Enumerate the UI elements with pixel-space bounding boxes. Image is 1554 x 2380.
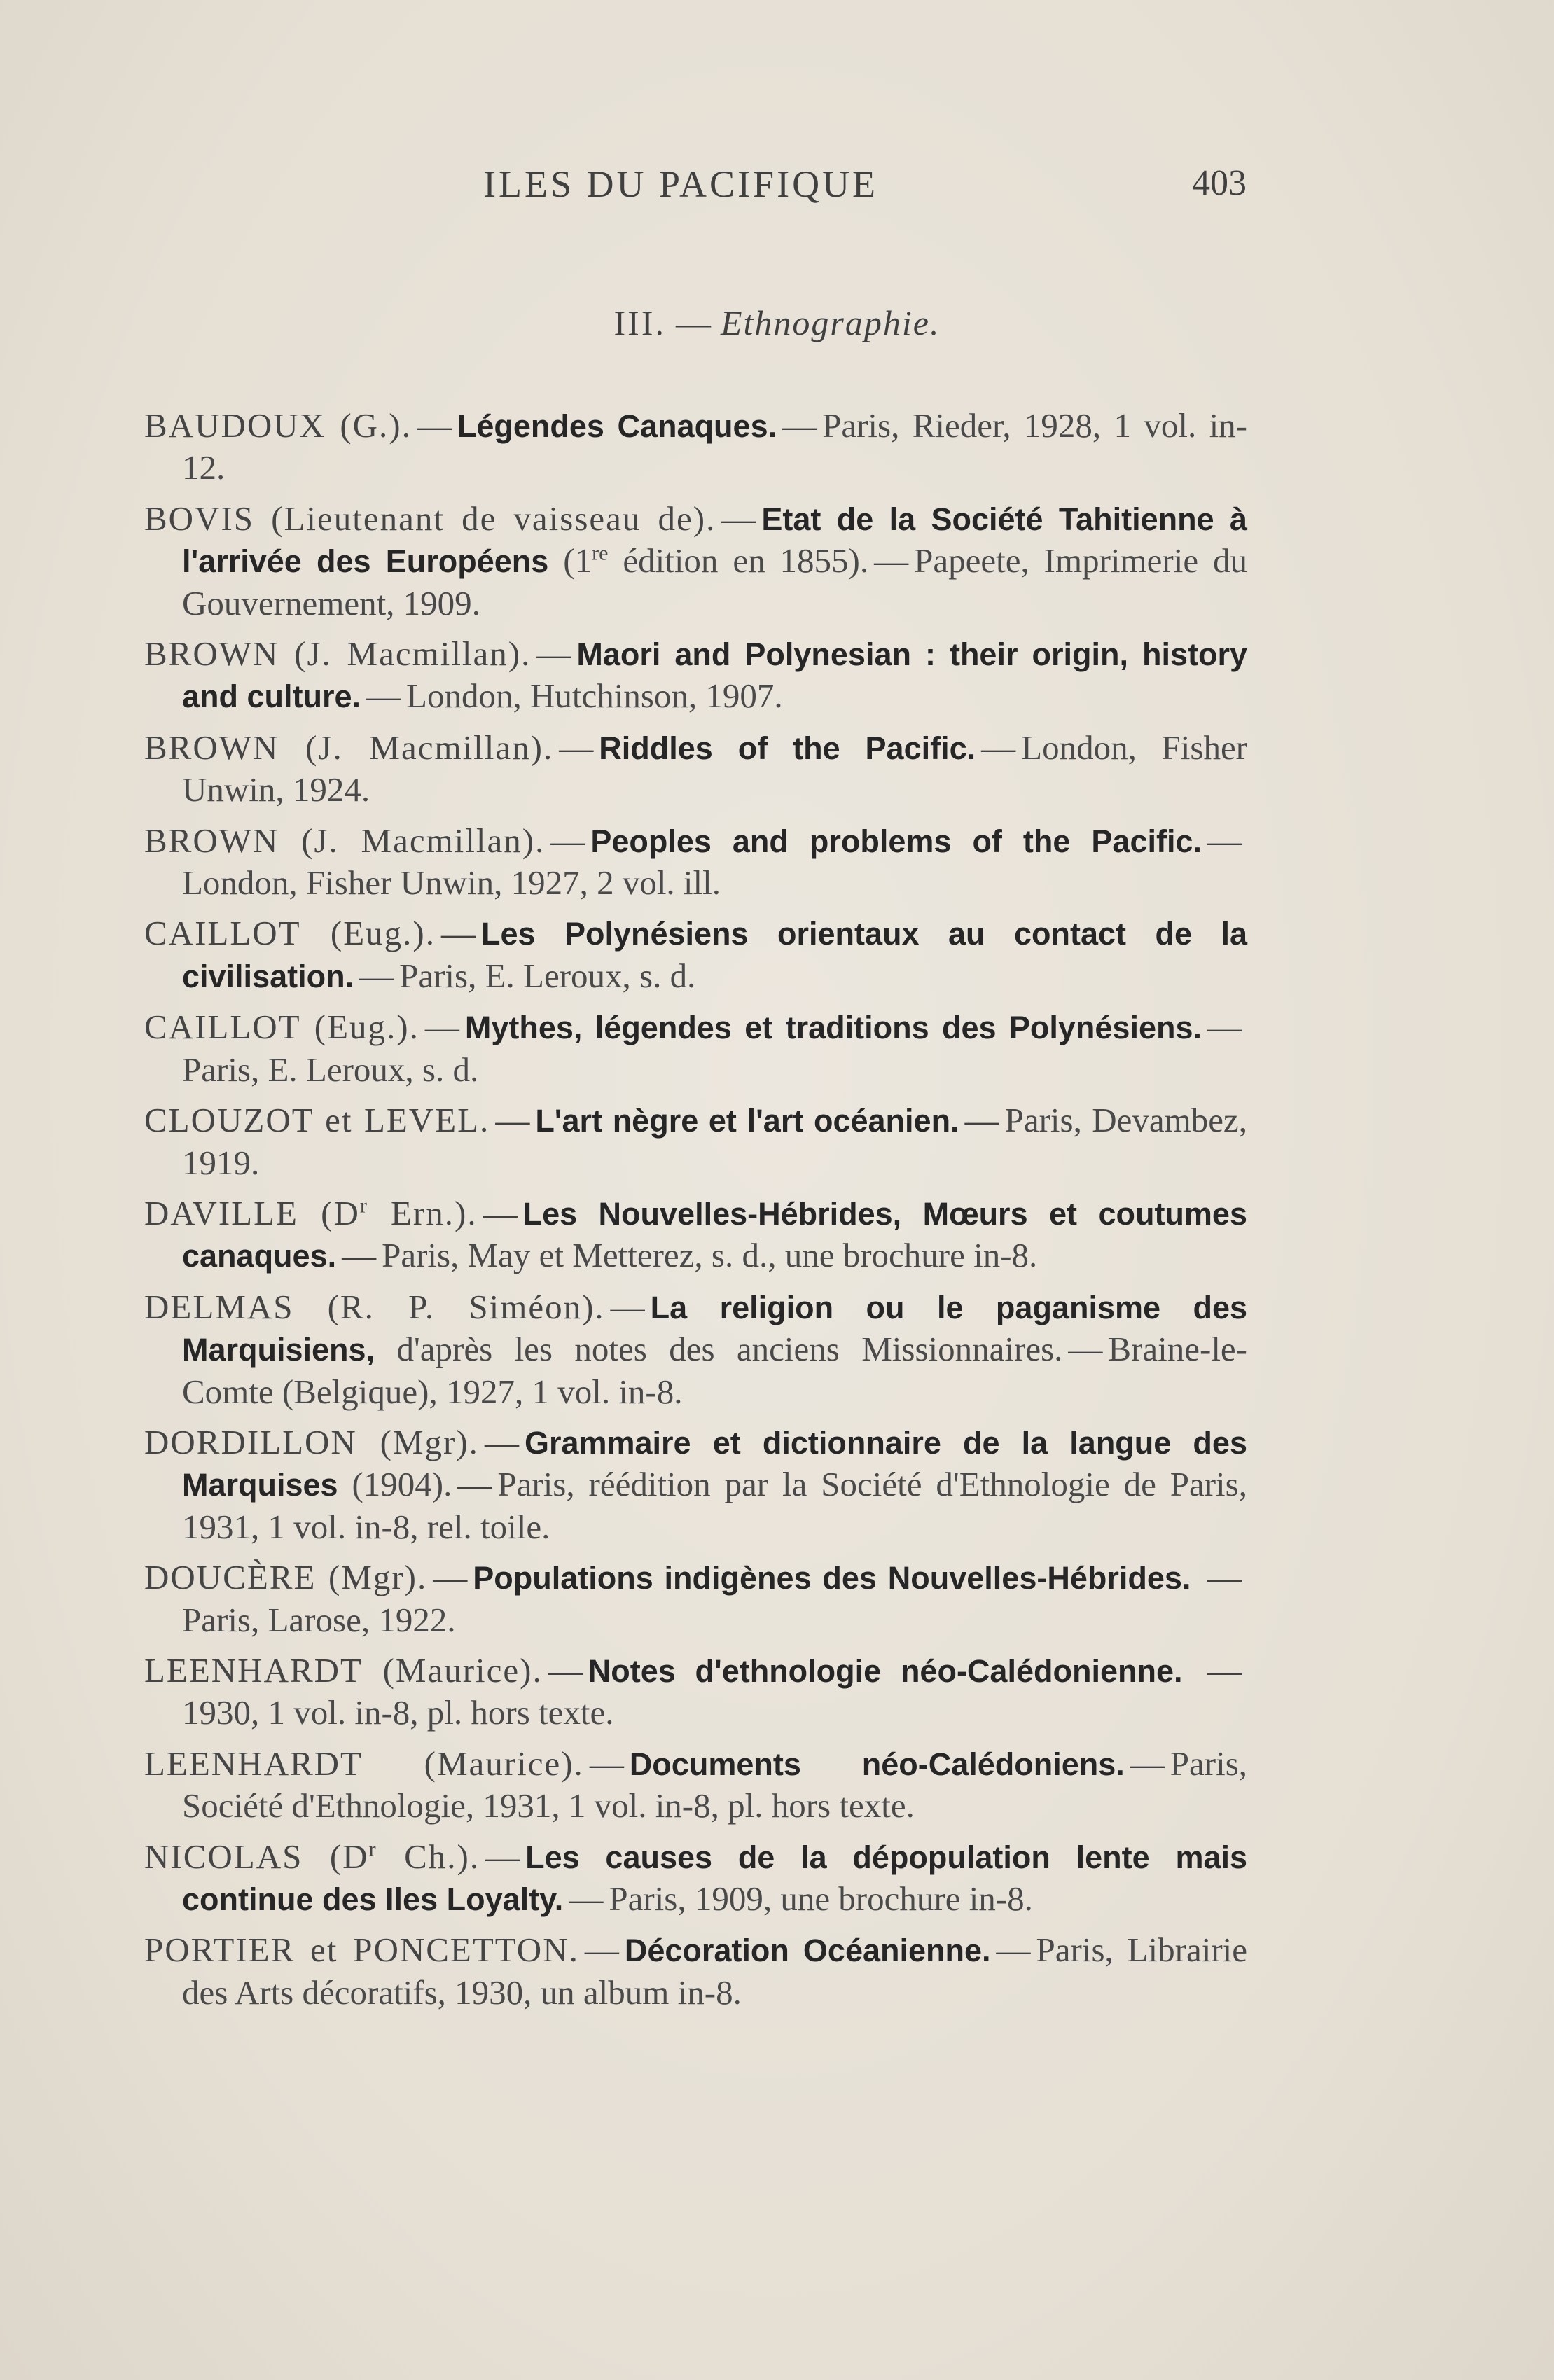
entry-publication: Papeete, Imprimerie du Gouvernement, 1909. bbox=[182, 541, 1248, 622]
entry-publication: Paris, Larose, 1922. bbox=[182, 1600, 456, 1639]
entry-title-continuation: d'après les notes des anciens Missionnaires. bbox=[396, 1330, 1063, 1369]
entry-publication: Paris, May et Metterez, s. d., une brochure in-8. bbox=[382, 1236, 1038, 1275]
bibliography-entry: DORDILLON (Mgr). — Grammaire et dictionnaire de la langue des Marquises (1904). — Paris, réédition par la Société d'Ethnologie de Paris, 1931, 1 vol. in-8, rel. toile. bbox=[144, 1422, 1247, 1546]
entry-title: Notes d'ethnologie néo-Calédonienne. bbox=[588, 1652, 1183, 1689]
entry-title: Les Nouvelles-Hébrides, Mœurs et coutumes canaques. bbox=[182, 1195, 1247, 1274]
section-heading bbox=[0, 302, 1554, 343]
entry-title: Décoration Océanienne. bbox=[624, 1933, 991, 1969]
entry-publication: Paris, Librairie des Arts décoratifs, 1930, un album in-8. bbox=[182, 1930, 1247, 2012]
page-header bbox=[483, 162, 1247, 211]
entry-title: Grammaire et dictionnaire de la langue des Marquises bbox=[182, 1424, 1247, 1503]
bibliography-entry: CLOUZOT et LEVEL. — L'art nègre et l'art océanien. — Paris, Devambez, 1919. bbox=[144, 1101, 1247, 1182]
entry-publication: 1930, 1 vol. in-8, pl. hors texte. bbox=[182, 1693, 614, 1732]
bibliography-entry: BROWN (J. Macmillan). — Riddles of the Pacific. — London, Fisher Unwin, 1924. bbox=[144, 728, 1248, 809]
entry-author: CAILLOT (Eug.). bbox=[144, 1008, 419, 1047]
bibliography-entry: PORTIER et PONCETTON. — Décoration Océanienne. — Paris, Librairie des Arts décoratifs, 1930, un album in-8. bbox=[144, 1930, 1247, 2012]
entry-title: Les Polynésiens orientaux au contact de la civilisation. bbox=[182, 916, 1247, 994]
entry-title: Maori and Polynesian : their origin, history and culture. bbox=[182, 636, 1247, 715]
bibliography-entry: DELMAS (R. P. Siméon). — La religion ou le paganisme des Marquisiens, d'après les notes des anciens Missionnaires. — Braine-le-Comte (Belgique), 1927, 1 vol. in-8. bbox=[144, 1287, 1247, 1411]
entry-publication: Paris, Devambez, 1919. bbox=[182, 1101, 1247, 1182]
entry-publication: London, Fisher Unwin, 1924. bbox=[182, 728, 1248, 809]
entry-author: DELMAS (R. P. Siméon). bbox=[144, 1287, 605, 1326]
entry-title: Etat de la Société Tahitienne à l'arrivée des Européens bbox=[182, 501, 1247, 580]
entry-author: DOUCÈRE (Mgr). bbox=[144, 1558, 428, 1597]
entry-note: (1re édition en 1855). bbox=[563, 541, 869, 580]
entry-publication: Paris, Société d'Ethnologie, 1931, 1 vol. in-8, pl. hors texte. bbox=[182, 1744, 1248, 1825]
entry-author: CAILLOT (Eug.). bbox=[144, 914, 436, 953]
entry-publication: Paris, réédition par la Société d'Ethnologie de Paris, 1931, 1 vol. in-8, rel. toile. bbox=[182, 1465, 1247, 1546]
entry-title: Les causes de la dépopulation lente mais continue des Iles Loyalty. bbox=[182, 1839, 1248, 1917]
bibliography-entry: CAILLOT (Eug.). — Les Polynésiens orientaux au contact de la civilisation. — Paris, E. Leroux, s. d. bbox=[144, 914, 1247, 995]
entry-author: LEENHARDT (Maurice). bbox=[144, 1744, 584, 1783]
section-name: Ethnographie. bbox=[720, 303, 941, 342]
section-number: III. bbox=[613, 303, 666, 342]
entry-author: LEENHARDT (Maurice). bbox=[144, 1650, 543, 1690]
entry-title: Riddles of the Pacific. bbox=[599, 730, 976, 766]
bibliography-entry: CAILLOT (Eug.). — Mythes, légendes et traditions des Polynésiens. —Paris, E. Leroux, s. d. bbox=[144, 1008, 1242, 1089]
entry-author: NICOLAS ($D^r$ Ch.). bbox=[144, 1837, 480, 1876]
entry-author: BOVIS (Lieutenant de vaisseau de). bbox=[144, 499, 716, 538]
entry-author: DAVILLE ($D^r$ Ern.). bbox=[144, 1193, 478, 1232]
entry-title: La religion ou le paganisme des Marquisiens, bbox=[182, 1289, 1247, 1368]
bibliography-entry: BAUDOUX (G.). — Légendes Canaques. — Paris, Rieder, 1928, 1 vol. in-12. bbox=[144, 406, 1247, 487]
bibliography-entry: DOUCÈRE (Mgr). — Populations indigènes des Nouvelles-Hébrides. —Paris, Larose, 1922. bbox=[144, 1558, 1242, 1639]
bibliography-entry: BROWN (J. Macmillan). — Maori and Polynesian : their origin, history and culture. — London, Hutchinson, 1907. bbox=[144, 634, 1247, 716]
entry-title: Mythes, légendes et traditions des Polynésiens. bbox=[464, 1010, 1202, 1046]
entry-publication: Braine-le-Comte (Belgique), 1927, 1 vol. in-8. bbox=[182, 1330, 1247, 1411]
entry-publication: London, Fisher Unwin, 1927, 2 vol. ill. bbox=[182, 863, 721, 903]
section-dash: — bbox=[675, 303, 711, 342]
entry-author: BAUDOUX (G.). bbox=[144, 406, 412, 445]
bibliography-entry: BOVIS (Lieutenant de vaisseau de). — Etat de la Société Tahitienne à l'arrivée des Européens (1re édition en 1855). — Papeete, Imprimerie du Gouvernement, 1909. bbox=[144, 499, 1248, 622]
entry-publication: London, Hutchinson, 1907. bbox=[406, 676, 783, 716]
entry-publication: Paris, E. Leroux, s. d. bbox=[182, 1050, 479, 1089]
entry-title: Légendes Canaques. bbox=[457, 408, 777, 444]
entry-publication: Paris, 1909, une brochure in-8. bbox=[609, 1879, 1033, 1918]
entry-author: BROWN (J. Macmillan). bbox=[144, 634, 532, 674]
entry-author: PORTIER et PONCETTON. bbox=[144, 1930, 579, 1970]
bibliography-entry: LEENHARDT (Maurice). — Documents néo-Calédoniens. — Paris, Société d'Ethnologie, 1931, 1 vol. in-8, pl. hors texte. bbox=[144, 1744, 1248, 1825]
running-title: ILES DU PACIFIQUE bbox=[483, 163, 879, 205]
entry-author: CLOUZOT et LEVEL. bbox=[144, 1101, 490, 1140]
entry-publication: Paris, Rieder, 1928, 1 vol. in-12. bbox=[182, 406, 1247, 487]
bibliography-entry: LEENHARDT (Maurice). — Notes d'ethnologie néo-Calédonienne. —1930, 1 vol. in-8, pl. hors texte. bbox=[144, 1650, 1242, 1732]
entry-note: (1904). bbox=[352, 1465, 452, 1504]
entry-author: BROWN (J. Macmillan). bbox=[144, 728, 554, 767]
bibliography-entry: BROWN (J. Macmillan). — Peoples and problems of the Pacific. —London, Fisher Unwin, 1927, 2 vol. ill. bbox=[144, 821, 1242, 903]
page-number: 403 bbox=[1192, 163, 1247, 203]
bibliography-entry: DAVILLE ($D^r$ Ern.). — Les Nouvelles-Hébrides, Mœurs et coutumes canaques. — Paris, May et Metterez, s. d., une brochure in-8. bbox=[144, 1193, 1247, 1275]
bibliography-entry: NICOLAS ($D^r$ Ch.). — Les causes de la dépopulation lente mais continue des Iles Loyalty. — Paris, 1909, une brochure in-8. bbox=[144, 1837, 1248, 1918]
entry-author: BROWN (J. Macmillan). bbox=[144, 821, 546, 860]
entry-title: Peoples and problems of the Pacific. bbox=[590, 823, 1202, 859]
entry-author: DORDILLON (Mgr). bbox=[144, 1422, 479, 1461]
entry-title: Documents néo-Calédoniens. bbox=[629, 1746, 1125, 1782]
entry-title: Populations indigènes des Nouvelles-Hébrides. bbox=[473, 1560, 1191, 1596]
bibliography-list bbox=[144, 405, 1247, 2022]
entry-title: L'art nègre et l'art océanien. bbox=[535, 1103, 959, 1139]
entry-publication: Paris, E. Leroux, s. d. bbox=[399, 956, 696, 995]
